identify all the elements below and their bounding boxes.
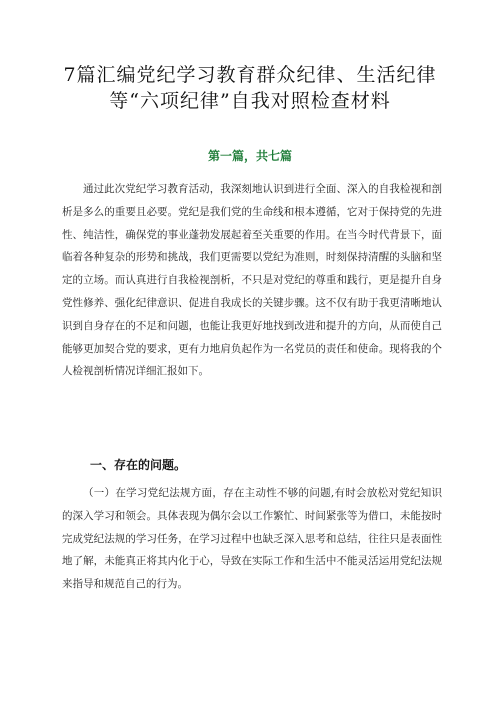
section-paragraph: （一）在学习党纪法规方面，存在主动性不够的问题,有时会放松对党纪知识的深入学习和领会。具体表现为偶尔会以工作繁忙、时间紧张等为借口，未能按时完成党纪法规的学习任务，在学习过程中也缺乏深入思考和总结，往往只是表面性地了解，未能真正将其内化于心，导致在实际工作和生活中不能灵活运用党纪法规来指导和规范自己的行为。 (62, 487, 442, 591)
intro-paragraph: 通过此次党纪学习教育活动，我深刻地认识到进行全面、深入的自我检视和剖析是多么的重要且必要。党纪是我们党的生命线和根本遵循，它对于保持党的先进性、纯洁性，确保党的事业蓬勃发展起着至关重要的作用。在当今时代背景下，面临着各种复杂的形势和挑战，我们更需要以党纪为准则，时刻保持清醒的头脑和坚定的立场。而认真进行自我检视剖析，不只是对党纪的尊重和践行，更是提升自身党性修养、强化纪律意识、促进自我成长的关键步骤。这不仅有助于我更清晰地认识到自身存在的不足和问题，也能让我更好地找到改进和提升的方向，从而使自己能够更加契合党的要求，更有力地肩负起作为一名党员的责任和使命。现将我的个人检视剖析情况详细汇报如下。 (62, 183, 442, 378)
section-heading: 一、存在的问题。 (90, 458, 187, 472)
document-subtitle: 第一篇，共七篇 (207, 149, 292, 163)
document-title-line-2: 等“六项纪律”自我对照检查材料 (109, 90, 391, 112)
document-title-line-1: 7篇汇编党纪学习教育群众纪律、生活纪律 (63, 64, 437, 86)
